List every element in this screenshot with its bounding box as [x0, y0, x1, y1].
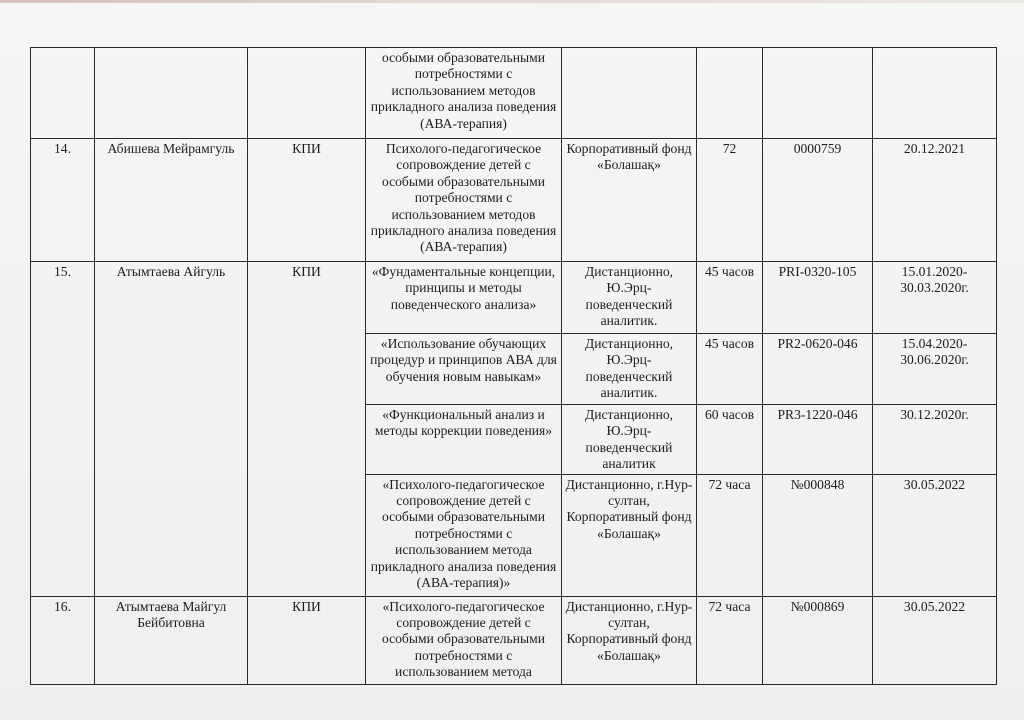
training-table: [30, 47, 997, 685]
course-title: «Психолого-педагогическое сопровождение детей с особыми образовательными потребностями с использованием метода прикладного анализа поведения (АВА-терапия)»: [366, 474, 562, 596]
teacher-name: Атымтаева Майгул Бейбитовна: [95, 596, 248, 684]
course-title: Психолого-педагогическое сопровождение детей с особыми образовательными потребностями с использованием методов прикладного анализа поведения (АВА-терапия): [366, 139, 562, 262]
provider: Дистанционно, Ю.Эрц-поведенческий аналитик.: [562, 334, 697, 405]
hours: 72: [697, 139, 763, 262]
table-row-continuation: [31, 48, 997, 139]
certificate-number: PRI-0320-105: [763, 262, 873, 334]
certificate-number: №000848: [763, 474, 873, 596]
hours: 72 часа: [697, 474, 763, 596]
date: 15.01.2020-30.03.2020г.: [873, 262, 997, 334]
course-title: «Фундаментальные концепции, принципы и методы поведенческого анализа»: [366, 262, 562, 334]
date: 20.12.2021: [873, 139, 997, 262]
row-number: [31, 48, 95, 139]
date: 15.04.2020-30.06.2020г.: [873, 334, 997, 405]
provider: Корпоративный фонд «Болашақ»: [562, 139, 697, 262]
hours: 45 часов: [697, 334, 763, 405]
date: [873, 48, 997, 139]
paper-edge: [0, 0, 1024, 3]
certificate-number: PR3-1220-046: [763, 405, 873, 475]
course-title: особыми образовательными потребностями с использованием методов прикладного анализа поведения (АВА-терапия): [366, 48, 562, 139]
table-row: [31, 139, 997, 262]
hours: 60 часов: [697, 405, 763, 475]
teacher-name: Атымтаева Айгуль: [95, 262, 248, 597]
hours: [697, 48, 763, 139]
teacher-name: Абишева Мейрамгуль: [95, 139, 248, 262]
category: КПИ: [248, 262, 366, 597]
course-title: «Использование обучающих процедур и принципов АВА для обучения новым навыкам»: [366, 334, 562, 405]
row-number: 15.: [31, 262, 95, 597]
certificate-number: [763, 48, 873, 139]
category: КПИ: [248, 139, 366, 262]
course-title: «Психолого-педагогическое сопровождение детей с особыми образовательными потребностями с использованием метода: [366, 596, 562, 684]
table-row: [31, 262, 997, 334]
row-number: 14.: [31, 139, 95, 262]
provider: Дистанционно, г.Нур-султан, Корпоративный фонд «Болашақ»: [562, 596, 697, 684]
teacher-name: [95, 48, 248, 139]
hours: 45 часов: [697, 262, 763, 334]
table-row: [31, 596, 997, 684]
provider: Дистанционно, г.Нур-султан, Корпоративный фонд «Болашақ»: [562, 474, 697, 596]
hours: 72 часа: [697, 596, 763, 684]
course-title: «Функциональный анализ и методы коррекции поведения»: [366, 405, 562, 475]
category: [248, 48, 366, 139]
certificate-number: 0000759: [763, 139, 873, 262]
category: КПИ: [248, 596, 366, 684]
provider: [562, 48, 697, 139]
certificate-number: PR2-0620-046: [763, 334, 873, 405]
certificate-number: №000869: [763, 596, 873, 684]
provider: Дистанционно, Ю.Эрц-поведенческий аналитик: [562, 405, 697, 475]
row-number: 16.: [31, 596, 95, 684]
provider: Дистанционно, Ю.Эрц-поведенческий аналитик.: [562, 262, 697, 334]
date: 30.05.2022: [873, 474, 997, 596]
date: 30.12.2020г.: [873, 405, 997, 475]
date: 30.05.2022: [873, 596, 997, 684]
